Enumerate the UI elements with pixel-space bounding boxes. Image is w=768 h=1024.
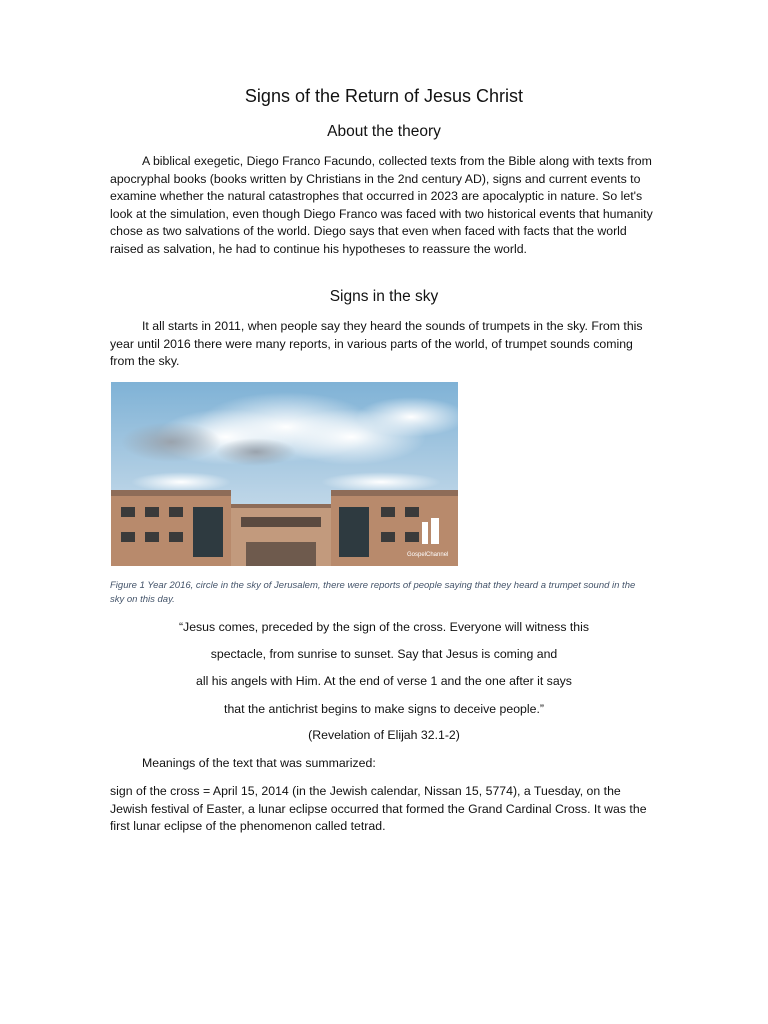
- quote-line: “Jesus comes, preceded by the sign of the cross. Everyone will witness this: [178, 620, 590, 634]
- section-heading-signs: Signs in the sky: [329, 288, 439, 305]
- meanings-intro: Meanings of the text that was summarized:: [142, 756, 376, 770]
- document-title: Signs of the Return of Jesus Christ: [244, 86, 524, 106]
- quote-line: that the antichrist begins to make signs to deceive people.”: [224, 702, 544, 716]
- paragraph-signs-sky: It all starts in 2011, when people say they heard the sounds of trumpets in the sky. From this year until 2016 there were many reports, in various parts of the world, of trumpet sounds coming from the sky.: [110, 319, 643, 369]
- section-heading-about: About the theory: [327, 123, 441, 140]
- quote-line: all his angels with Him. At the end of verse 1 and the one after it says: [196, 674, 572, 688]
- quote-line: spectacle, from sunrise to sunset. Say that Jesus is coming and: [210, 647, 558, 661]
- photo-watermark: GospelChannel: [407, 552, 449, 558]
- paragraph-meanings: sign of the cross = April 15, 2014 (in the Jewish calendar, Nissan 15, 5774), a Tuesday, on the Jewish festival of Easter, a lunar eclipse occurred that formed the Grand Cardinal Cross. It was the first lunar eclipse of the phenomenon called tetrad.: [110, 784, 647, 834]
- figure-photo: [111, 382, 458, 566]
- paragraph-about-theory: A biblical exegetic, Diego Franco Facundo, collected texts from the Bible along with texts from apocryphal books (books written by Christians in the 2nd century AD), signs and current events to examine whether the natural catastrophes that occurred in 2023 are apocalyptic in nature. So let's look at the simulation, even though Diego Franco was faced with two historical events that humanity chose as two salvations of the world. Diego says that even when faced with facts that the world raised as salvation, he had to continue his hypotheses to reassure the world.: [110, 154, 653, 256]
- quote-citation: (Revelation of Elijah 32.1-2): [308, 728, 460, 742]
- figure-caption: Figure 1 Year 2016, circle in the sky of Jerusalem, there were reports of people saying that they heard a trumpet sound in the sky on this day.: [110, 580, 636, 605]
- photo-sky-building: [111, 382, 458, 566]
